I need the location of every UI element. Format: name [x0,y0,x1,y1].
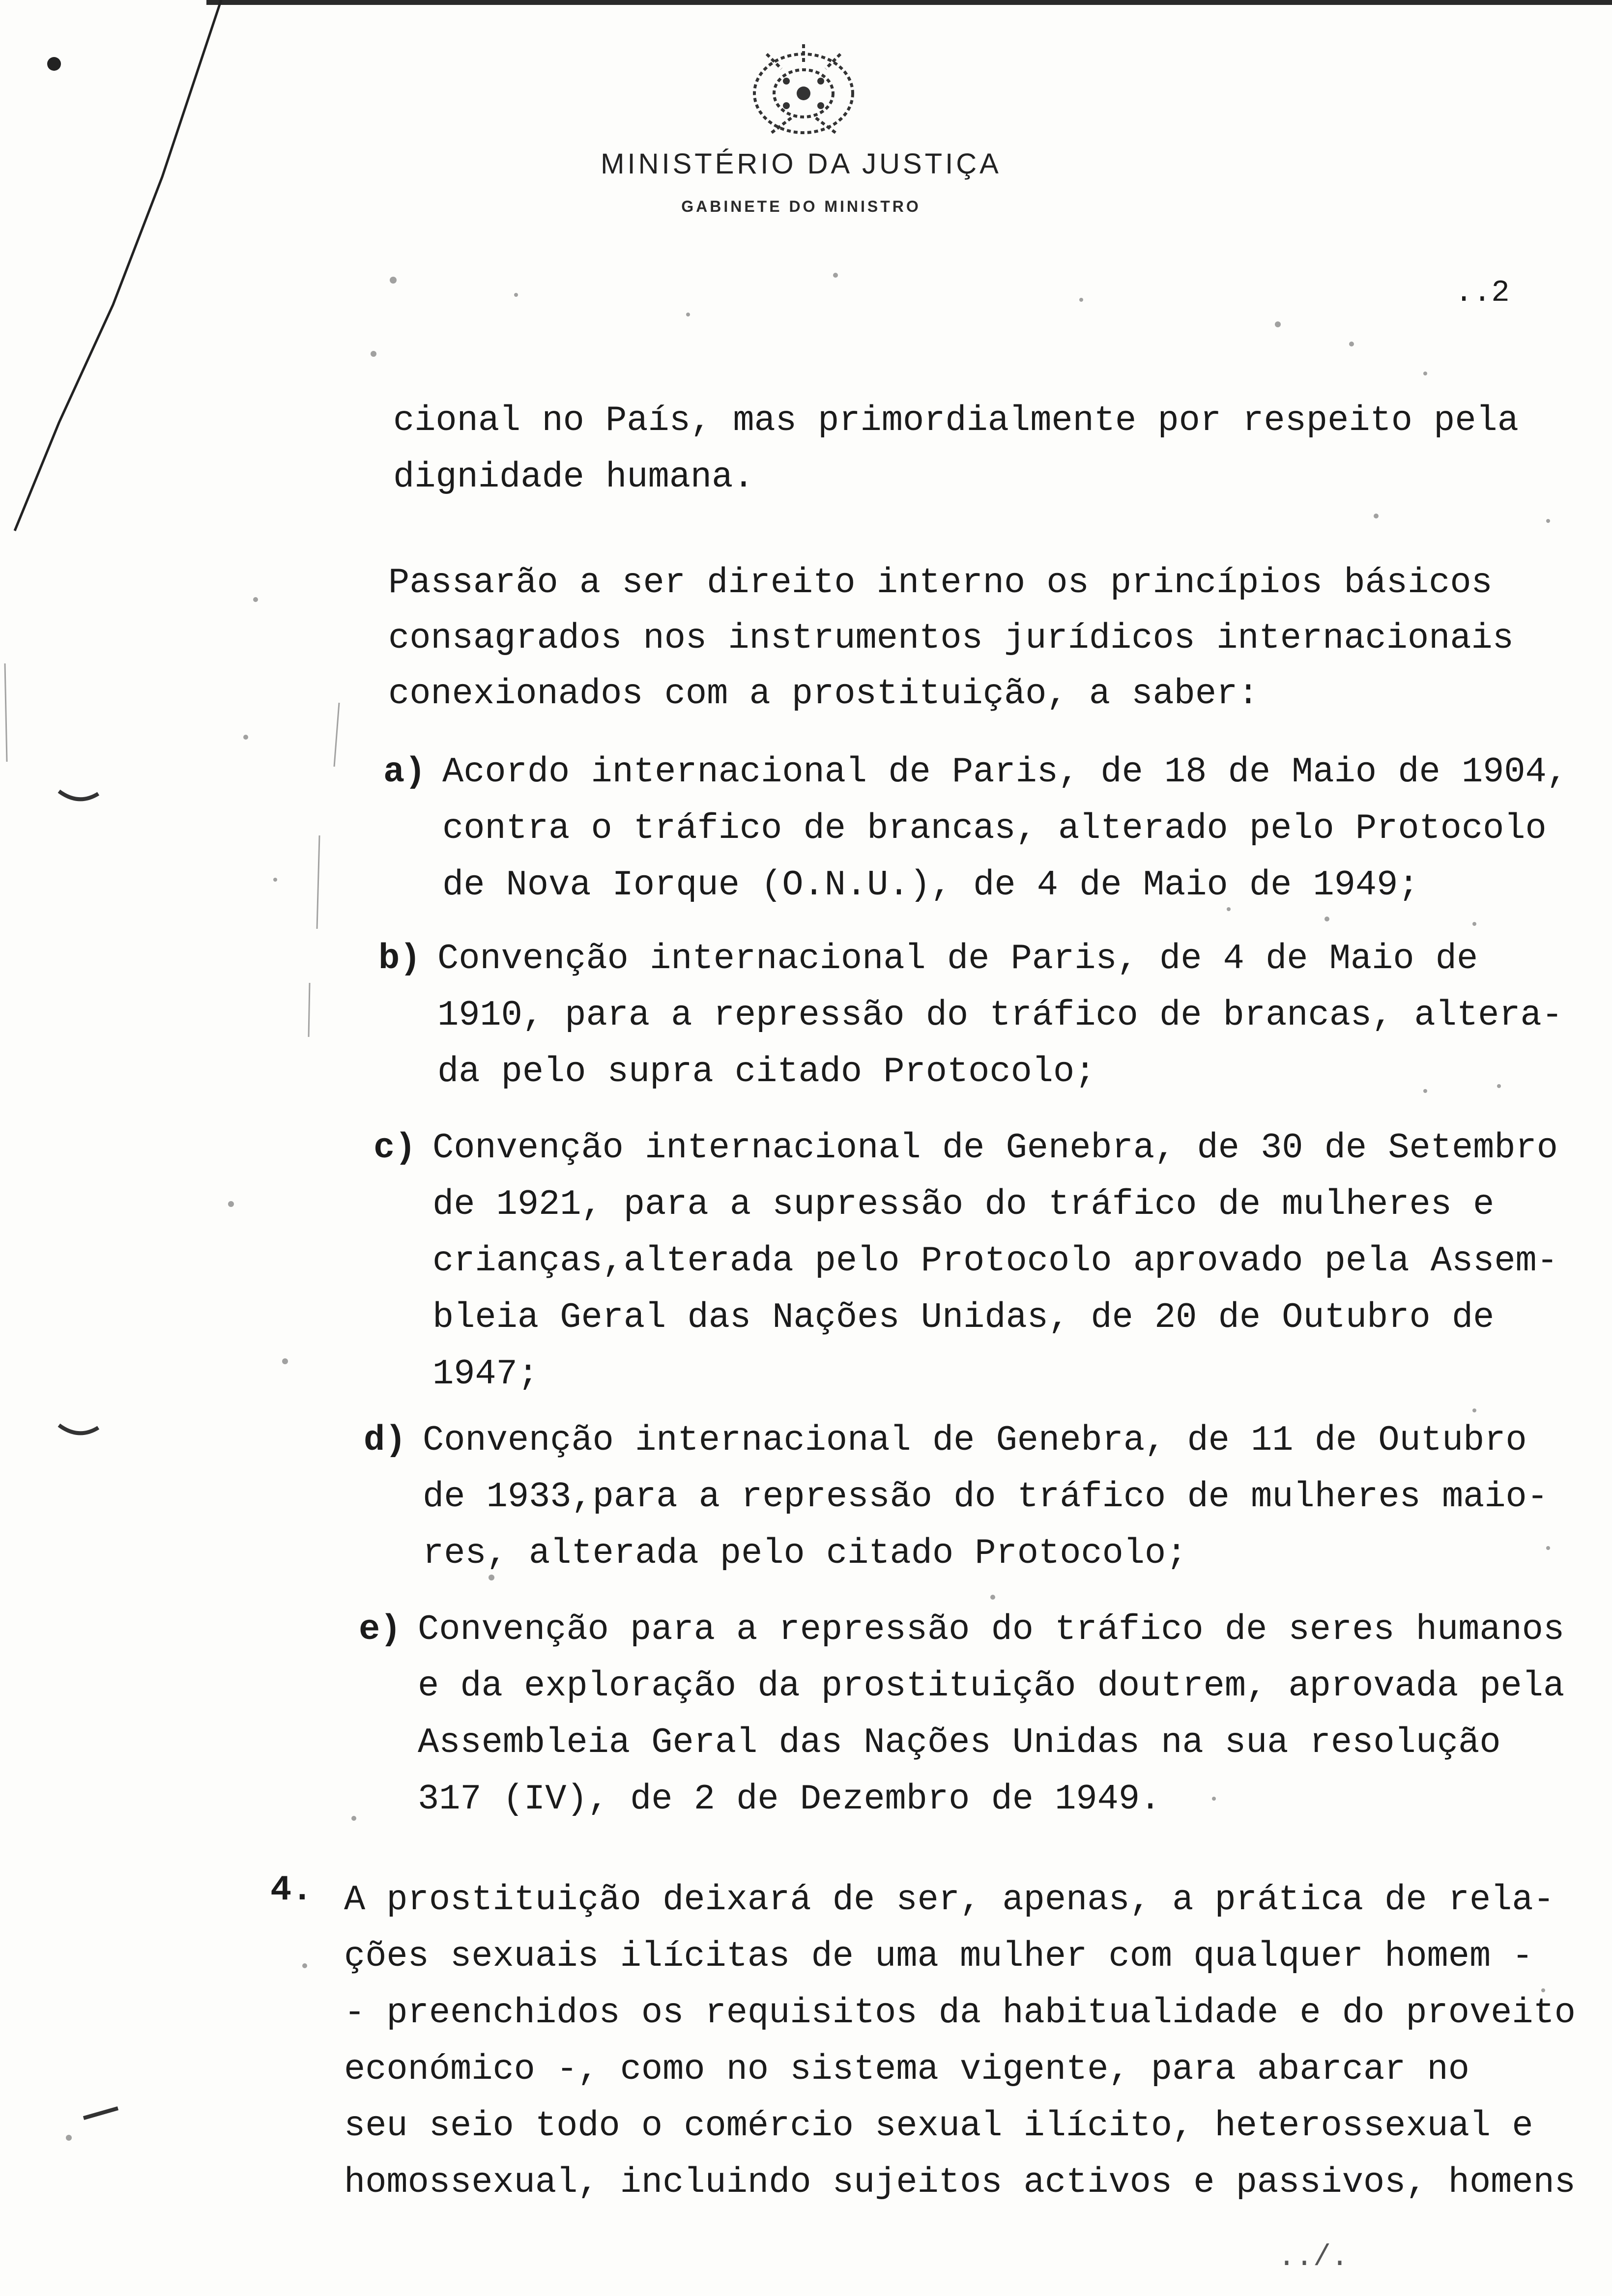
paragraph-line: Passarão a ser direito interno os princípios básicos [388,563,1493,603]
item-line: Convenção para a repressão do tráfico de seres humanos [418,1609,1565,1650]
item-label: a) [383,752,426,792]
office-subtitle: GABINETE DO MINISTRO [681,198,921,215]
item-label: e) [359,1609,402,1650]
continuation-mark: ../. [1278,2241,1349,2274]
item-label: b) [378,939,421,979]
item-line: de Nova Iorque (O.N.U.), de 4 de Maio de 1949; [442,865,1419,905]
item-line: 1947; [432,1354,539,1394]
item-line: Convenção internacional de Genebra, de 11 de Outubro [423,1420,1527,1461]
section-line: A prostituição deixará de ser, apenas, a prática de rela- [344,1880,1554,1920]
item-line: 317 (IV), de 2 de Dezembro de 1949. [418,1779,1161,1819]
paragraph-line: conexionados com a prostituição, a saber: [388,674,1259,714]
item-line: res, alterada pelo citado Protocolo; [423,1533,1187,1574]
section-number: 4. [270,1870,313,1910]
item-line: Assembleia Geral das Nações Unidas na sua resolução [418,1722,1501,1763]
ministry-title: MINISTÉRIO DA JUSTIÇA [601,148,1002,180]
item-line: bleia Geral das Nações Unidas, de 20 de Outubro de [432,1297,1495,1338]
item-line: e da exploração da prostituição doutrem, aprovada pela [418,1666,1565,1706]
item-line: contra o tráfico de brancas, alterado pelo Protocolo [442,808,1547,849]
section-line: seu seio todo o comércio sexual ilícito, heterossexual e [344,2106,1533,2146]
section-line: económico -, como no sistema vigente, para abarcar no [344,2049,1469,2090]
section-line: ções sexuais ilícitas de uma mulher com qualquer homem - [344,1936,1533,1977]
item-line: da pelo supra citado Protocolo; [437,1052,1096,1092]
section-line: - preenchidos os requisitos da habitualidade e do proveito [344,1993,1576,2033]
item-label: c) [374,1128,416,1168]
item-line: crianças,alterada pelo Protocolo aprovado pela Assem- [432,1241,1558,1281]
item-line: Convenção internacional de Paris, de 4 de Maio de [437,939,1478,979]
item-line: de 1921, para a supressão do tráfico de mulheres e [432,1184,1495,1225]
paragraph-line: consagrados nos instrumentos jurídicos internacionais [388,618,1514,659]
item-line: Convenção internacional de Genebra, de 30 de Setembro [432,1128,1558,1168]
section-line: homossexual, incluindo sujeitos activos e passivos, homens [344,2162,1576,2203]
intro-line: cional no País, mas primordialmente por respeito pela [393,401,1519,441]
item-line: Acordo internacional de Paris, de 18 de Maio de 1904, [442,752,1568,792]
item-line: de 1933,para a repressão do tráfico de mulheres maio- [423,1477,1548,1517]
item-line: 1910, para a repressão do tráfico de brancas, altera- [437,995,1563,1035]
page-number: ..2 [1455,275,1510,310]
intro-line: dignidade humana. [393,457,754,497]
item-label: d) [364,1420,406,1461]
